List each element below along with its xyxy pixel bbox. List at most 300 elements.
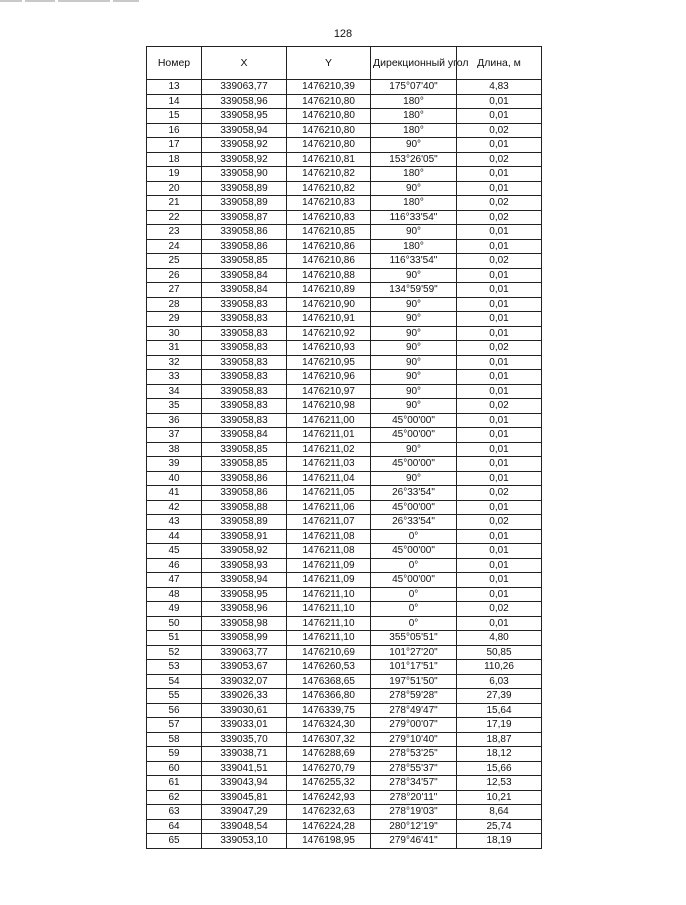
cell-x: 339058,83 (202, 297, 287, 312)
cell-x: 339058,86 (202, 486, 287, 501)
table-row (147, 399, 542, 414)
cell-length: 0,02 (457, 399, 542, 414)
table-row (147, 428, 542, 443)
cell-direction-angle: 45°00'00" (371, 457, 457, 472)
table-row (147, 674, 542, 689)
cell-x: 339058,86 (202, 471, 287, 486)
cell-y: 1476210,82 (287, 181, 371, 196)
cell-x: 339058,95 (202, 587, 287, 602)
cell-y: 1476210,93 (287, 341, 371, 356)
cell-y: 1476211,10 (287, 616, 371, 631)
cell-x: 339035,70 (202, 732, 287, 747)
cell-x: 339058,86 (202, 225, 287, 240)
cell-number: 13 (147, 80, 202, 95)
cell-number: 48 (147, 587, 202, 602)
table-row (147, 819, 542, 834)
header-number: Номер (147, 47, 202, 80)
cell-direction-angle: 90° (371, 268, 457, 283)
cell-length: 0,02 (457, 486, 542, 501)
table-row (147, 689, 542, 704)
table-row (147, 341, 542, 356)
cell-number: 45 (147, 544, 202, 559)
table-row (147, 602, 542, 617)
cell-x: 339058,92 (202, 544, 287, 559)
cell-length: 0,01 (457, 225, 542, 240)
cell-x: 339058,96 (202, 602, 287, 617)
table-row (147, 616, 542, 631)
cell-direction-angle: 101°27'20" (371, 645, 457, 660)
table-row (147, 718, 542, 733)
cell-x: 339063,77 (202, 80, 287, 95)
cell-length: 0,01 (457, 268, 542, 283)
table-row (147, 457, 542, 472)
cell-direction-angle: 0° (371, 616, 457, 631)
cell-number: 15 (147, 109, 202, 124)
cell-y: 1476211,06 (287, 500, 371, 515)
cell-direction-angle: 45°00'00" (371, 544, 457, 559)
table-body (147, 80, 542, 849)
cell-x: 339058,85 (202, 457, 287, 472)
cell-number: 24 (147, 239, 202, 254)
cell-direction-angle: 180° (371, 109, 457, 124)
cell-y: 1476210,81 (287, 152, 371, 167)
cell-direction-angle: 90° (371, 399, 457, 414)
cell-number: 59 (147, 747, 202, 762)
cell-length: 0,01 (457, 239, 542, 254)
cell-direction-angle: 279°46'41" (371, 834, 457, 849)
cell-y: 1476224,28 (287, 819, 371, 834)
cell-direction-angle: 180° (371, 196, 457, 211)
cell-x: 339053,10 (202, 834, 287, 849)
cell-direction-angle: 134°59'59" (371, 283, 457, 298)
cell-number: 46 (147, 558, 202, 573)
cell-y: 1476366,80 (287, 689, 371, 704)
cell-x: 339058,83 (202, 326, 287, 341)
cell-length: 0,01 (457, 558, 542, 573)
cell-y: 1476211,09 (287, 573, 371, 588)
table-row (147, 486, 542, 501)
cell-direction-angle: 90° (371, 297, 457, 312)
cell-y: 1476255,32 (287, 776, 371, 791)
cell-direction-angle: 90° (371, 138, 457, 153)
table-row (147, 355, 542, 370)
cell-direction-angle: 45°00'00" (371, 413, 457, 428)
table-row (147, 761, 542, 776)
cell-y: 1476211,02 (287, 442, 371, 457)
cell-y: 1476210,80 (287, 123, 371, 138)
cell-number: 36 (147, 413, 202, 428)
table-row (147, 138, 542, 153)
cell-number: 19 (147, 167, 202, 182)
table-row (147, 834, 542, 849)
cell-x: 339058,92 (202, 152, 287, 167)
cell-x: 339058,99 (202, 631, 287, 646)
cell-length: 0,01 (457, 297, 542, 312)
cell-length: 0,01 (457, 529, 542, 544)
table-row (147, 384, 542, 399)
cell-y: 1476210,80 (287, 94, 371, 109)
cell-x: 339058,89 (202, 181, 287, 196)
cell-number: 50 (147, 616, 202, 631)
cell-number: 25 (147, 254, 202, 269)
cell-direction-angle: 278°55'37" (371, 761, 457, 776)
cell-y: 1476211,10 (287, 631, 371, 646)
table-row (147, 587, 542, 602)
cell-x: 339058,89 (202, 515, 287, 530)
cell-x: 339058,84 (202, 428, 287, 443)
cell-y: 1476211,10 (287, 587, 371, 602)
cell-direction-angle: 280°12'19" (371, 819, 457, 834)
cell-number: 14 (147, 94, 202, 109)
cell-x: 339026,33 (202, 689, 287, 704)
cell-number: 47 (147, 573, 202, 588)
cell-direction-angle: 153°26'05" (371, 152, 457, 167)
table-row (147, 94, 542, 109)
cell-direction-angle: 90° (371, 181, 457, 196)
cell-x: 339047,29 (202, 805, 287, 820)
cell-length: 18,12 (457, 747, 542, 762)
cell-length: 27,39 (457, 689, 542, 704)
table-row (147, 181, 542, 196)
table-row (147, 529, 542, 544)
table-row (147, 80, 542, 95)
cell-length: 0,02 (457, 210, 542, 225)
cell-direction-angle: 180° (371, 123, 457, 138)
header-x: X (202, 47, 287, 80)
table-row (147, 515, 542, 530)
cell-y: 1476210,39 (287, 80, 371, 95)
cell-x: 339030,61 (202, 703, 287, 718)
cell-length: 0,02 (457, 341, 542, 356)
cell-y: 1476210,82 (287, 167, 371, 182)
cell-y: 1476210,85 (287, 225, 371, 240)
cell-y: 1476270,79 (287, 761, 371, 776)
table-row (147, 544, 542, 559)
cell-length: 15,66 (457, 761, 542, 776)
cell-x: 339058,84 (202, 283, 287, 298)
cell-number: 20 (147, 181, 202, 196)
cell-direction-angle: 278°53'25" (371, 747, 457, 762)
cell-x: 339058,94 (202, 573, 287, 588)
cell-length: 4,80 (457, 631, 542, 646)
table-row (147, 558, 542, 573)
table-row (147, 442, 542, 457)
cell-x: 339043,94 (202, 776, 287, 791)
cell-direction-angle: 45°00'00" (371, 500, 457, 515)
page-header-mark (0, 0, 150, 6)
cell-y: 1476288,69 (287, 747, 371, 762)
cell-y: 1476211,09 (287, 558, 371, 573)
cell-number: 55 (147, 689, 202, 704)
cell-x: 339058,87 (202, 210, 287, 225)
cell-number: 16 (147, 123, 202, 138)
table-row (147, 805, 542, 820)
cell-y: 1476210,80 (287, 138, 371, 153)
cell-number: 49 (147, 602, 202, 617)
cell-length: 0,02 (457, 152, 542, 167)
cell-y: 1476210,83 (287, 196, 371, 211)
cell-direction-angle: 90° (371, 471, 457, 486)
cell-length: 0,01 (457, 167, 542, 182)
cell-x: 339058,83 (202, 370, 287, 385)
cell-length: 0,01 (457, 457, 542, 472)
cell-length: 0,01 (457, 442, 542, 457)
cell-length: 0,01 (457, 616, 542, 631)
cell-direction-angle: 180° (371, 167, 457, 182)
cell-length: 0,01 (457, 138, 542, 153)
cell-y: 1476211,01 (287, 428, 371, 443)
cell-direction-angle: 90° (371, 326, 457, 341)
table-row (147, 500, 542, 515)
cell-length: 0,01 (457, 544, 542, 559)
table-row (147, 167, 542, 182)
cell-number: 23 (147, 225, 202, 240)
cell-length: 50,85 (457, 645, 542, 660)
cell-direction-angle: 197°51'50" (371, 674, 457, 689)
cell-y: 1476211,08 (287, 544, 371, 559)
cell-length: 0,02 (457, 515, 542, 530)
cell-number: 60 (147, 761, 202, 776)
cell-x: 339058,84 (202, 268, 287, 283)
cell-y: 1476211,03 (287, 457, 371, 472)
cell-number: 43 (147, 515, 202, 530)
cell-number: 33 (147, 370, 202, 385)
cell-y: 1476210,96 (287, 370, 371, 385)
cell-length: 0,01 (457, 428, 542, 443)
cell-number: 53 (147, 660, 202, 675)
cell-y: 1476210,86 (287, 239, 371, 254)
cell-x: 339058,96 (202, 94, 287, 109)
cell-y: 1476210,80 (287, 109, 371, 124)
cell-length: 12,53 (457, 776, 542, 791)
cell-direction-angle: 180° (371, 239, 457, 254)
cell-x: 339058,83 (202, 384, 287, 399)
cell-number: 61 (147, 776, 202, 791)
cell-x: 339058,98 (202, 616, 287, 631)
page-number: 128 (333, 28, 353, 40)
cell-x: 339058,91 (202, 529, 287, 544)
header-direction-angle: Дирекционный угол (371, 47, 457, 80)
cell-x: 339058,95 (202, 109, 287, 124)
cell-y: 1476211,00 (287, 413, 371, 428)
cell-direction-angle: 279°10'40" (371, 732, 457, 747)
table-row (147, 573, 542, 588)
cell-number: 65 (147, 834, 202, 849)
cell-length: 18,19 (457, 834, 542, 849)
cell-number: 40 (147, 471, 202, 486)
cell-length: 0,01 (457, 355, 542, 370)
cell-direction-angle: 90° (371, 312, 457, 327)
table-row (147, 268, 542, 283)
cell-number: 17 (147, 138, 202, 153)
cell-direction-angle: 278°19'03" (371, 805, 457, 820)
cell-direction-angle: 26°33'54" (371, 486, 457, 501)
cell-direction-angle: 90° (371, 341, 457, 356)
cell-x: 339045,81 (202, 790, 287, 805)
cell-direction-angle: 175°07'40" (371, 80, 457, 95)
cell-number: 39 (147, 457, 202, 472)
cell-number: 51 (147, 631, 202, 646)
cell-length: 0,02 (457, 123, 542, 138)
cell-length: 25,74 (457, 819, 542, 834)
cell-length: 0,01 (457, 587, 542, 602)
cell-number: 57 (147, 718, 202, 733)
cell-x: 339058,90 (202, 167, 287, 182)
cell-length: 0,02 (457, 602, 542, 617)
cell-direction-angle: 26°33'54" (371, 515, 457, 530)
cell-length: 0,01 (457, 181, 542, 196)
cell-number: 31 (147, 341, 202, 356)
cell-direction-angle: 90° (371, 370, 457, 385)
table-row (147, 471, 542, 486)
cell-y: 1476211,08 (287, 529, 371, 544)
coordinates-table (146, 46, 542, 849)
cell-number: 22 (147, 210, 202, 225)
table-row (147, 370, 542, 385)
cell-length: 17,19 (457, 718, 542, 733)
cell-length: 0,01 (457, 109, 542, 124)
cell-number: 41 (147, 486, 202, 501)
cell-length: 0,01 (457, 370, 542, 385)
cell-y: 1476211,05 (287, 486, 371, 501)
cell-direction-angle: 278°49'47" (371, 703, 457, 718)
cell-x: 339058,85 (202, 442, 287, 457)
cell-y: 1476242,93 (287, 790, 371, 805)
cell-x: 339032,07 (202, 674, 287, 689)
cell-x: 339063,77 (202, 645, 287, 660)
cell-number: 21 (147, 196, 202, 211)
cell-length: 0,01 (457, 500, 542, 515)
cell-direction-angle: 278°20'11" (371, 790, 457, 805)
table-row (147, 312, 542, 327)
cell-length: 0,01 (457, 413, 542, 428)
cell-number: 37 (147, 428, 202, 443)
cell-number: 18 (147, 152, 202, 167)
cell-x: 339041,51 (202, 761, 287, 776)
cell-length: 0,01 (457, 573, 542, 588)
cell-y: 1476211,07 (287, 515, 371, 530)
cell-y: 1476260,53 (287, 660, 371, 675)
cell-x: 339058,83 (202, 355, 287, 370)
cell-direction-angle: 116°33'54" (371, 210, 457, 225)
cell-y: 1476198,95 (287, 834, 371, 849)
cell-x: 339058,85 (202, 254, 287, 269)
table-row (147, 776, 542, 791)
table-row (147, 152, 542, 167)
cell-length: 8,64 (457, 805, 542, 820)
cell-direction-angle: 90° (371, 442, 457, 457)
cell-direction-angle: 278°34'57" (371, 776, 457, 791)
cell-x: 339058,92 (202, 138, 287, 153)
cell-direction-angle: 0° (371, 602, 457, 617)
cell-y: 1476210,97 (287, 384, 371, 399)
cell-number: 34 (147, 384, 202, 399)
cell-direction-angle: 90° (371, 355, 457, 370)
table-row (147, 732, 542, 747)
cell-direction-angle: 116°33'54" (371, 254, 457, 269)
table-row (147, 790, 542, 805)
cell-length: 15,64 (457, 703, 542, 718)
cell-x: 339058,94 (202, 123, 287, 138)
cell-y: 1476210,89 (287, 283, 371, 298)
cell-direction-angle: 180° (371, 94, 457, 109)
cell-y: 1476210,69 (287, 645, 371, 660)
header-length: Длина, м (457, 47, 542, 80)
table-row (147, 225, 542, 240)
cell-x: 339058,83 (202, 312, 287, 327)
cell-number: 58 (147, 732, 202, 747)
cell-direction-angle: 279°00'07" (371, 718, 457, 733)
cell-y: 1476324,30 (287, 718, 371, 733)
cell-length: 110,26 (457, 660, 542, 675)
cell-x: 339058,93 (202, 558, 287, 573)
cell-x: 339033,01 (202, 718, 287, 733)
cell-number: 35 (147, 399, 202, 414)
cell-number: 28 (147, 297, 202, 312)
cell-x: 339058,86 (202, 239, 287, 254)
cell-number: 56 (147, 703, 202, 718)
cell-y: 1476210,98 (287, 399, 371, 414)
table-row (147, 210, 542, 225)
cell-number: 42 (147, 500, 202, 515)
table-header-row (147, 47, 542, 80)
cell-y: 1476232,63 (287, 805, 371, 820)
cell-y: 1476210,86 (287, 254, 371, 269)
cell-length: 4,83 (457, 80, 542, 95)
table-row (147, 297, 542, 312)
cell-direction-angle: 0° (371, 587, 457, 602)
table-row (147, 326, 542, 341)
cell-number: 38 (147, 442, 202, 457)
cell-y: 1476368,65 (287, 674, 371, 689)
cell-direction-angle: 278°59'28" (371, 689, 457, 704)
cell-y: 1476210,92 (287, 326, 371, 341)
cell-y: 1476210,83 (287, 210, 371, 225)
cell-number: 52 (147, 645, 202, 660)
cell-number: 30 (147, 326, 202, 341)
header-y: Y (287, 47, 371, 80)
table-row (147, 196, 542, 211)
table-row (147, 123, 542, 138)
cell-length: 0,01 (457, 94, 542, 109)
cell-number: 44 (147, 529, 202, 544)
cell-length: 18,87 (457, 732, 542, 747)
cell-length: 0,01 (457, 471, 542, 486)
cell-number: 64 (147, 819, 202, 834)
cell-y: 1476210,91 (287, 312, 371, 327)
cell-direction-angle: 0° (371, 529, 457, 544)
cell-length: 0,01 (457, 312, 542, 327)
cell-length: 10,21 (457, 790, 542, 805)
cell-direction-angle: 101°17'51" (371, 660, 457, 675)
table-row (147, 283, 542, 298)
table-row (147, 631, 542, 646)
cell-number: 62 (147, 790, 202, 805)
cell-number: 54 (147, 674, 202, 689)
cell-x: 339048,54 (202, 819, 287, 834)
cell-number: 29 (147, 312, 202, 327)
cell-direction-angle: 45°00'00" (371, 573, 457, 588)
cell-x: 339038,71 (202, 747, 287, 762)
table-row (147, 645, 542, 660)
cell-number: 26 (147, 268, 202, 283)
cell-direction-angle: 355°05'51" (371, 631, 457, 646)
cell-direction-angle: 0° (371, 558, 457, 573)
cell-length: 0,01 (457, 326, 542, 341)
table-row (147, 239, 542, 254)
table-row (147, 747, 542, 762)
cell-y: 1476210,95 (287, 355, 371, 370)
